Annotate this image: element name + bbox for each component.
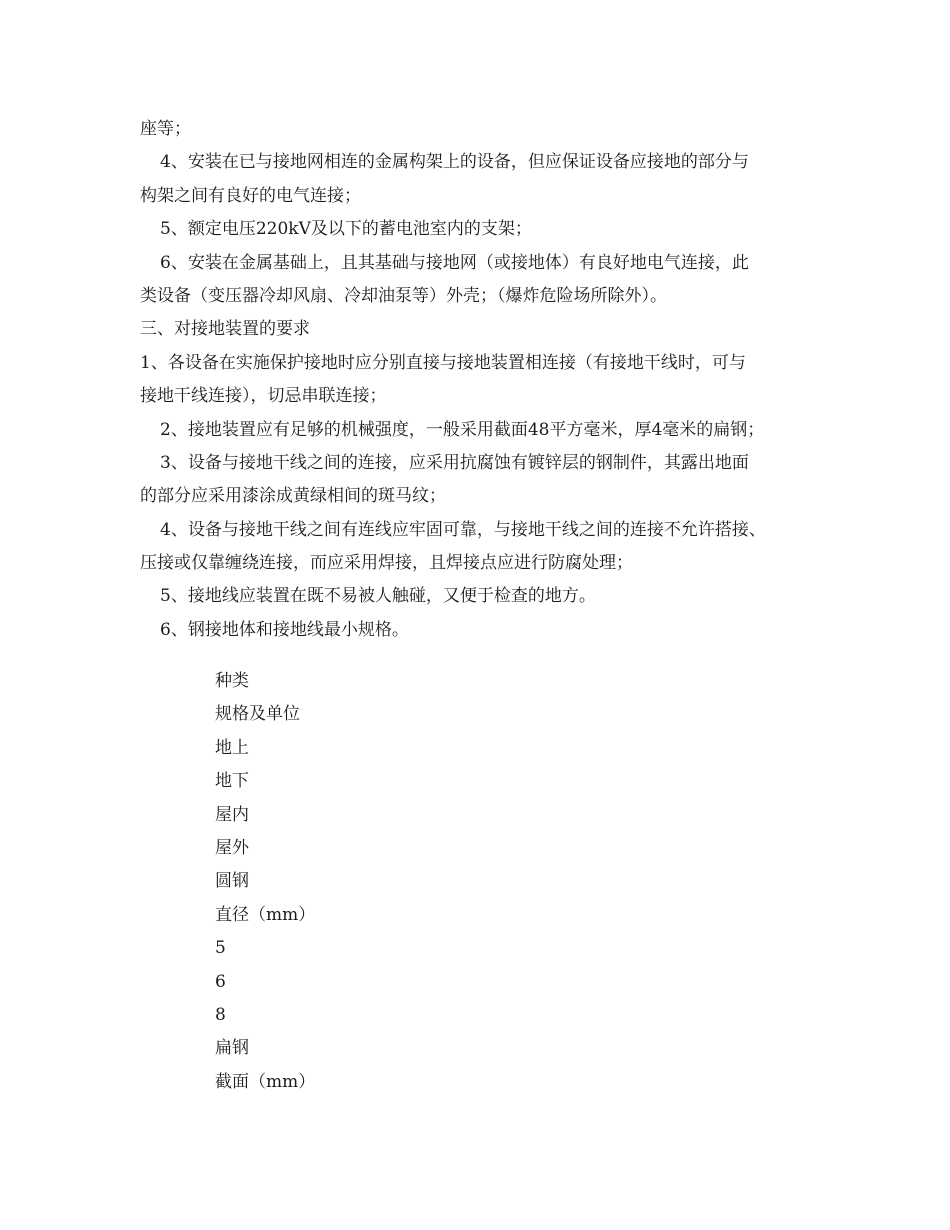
text-line: 的部分应采用漆涂成黄绿相间的斑马纹； <box>140 486 446 507</box>
table-cell: 截面（mm） <box>215 1071 316 1092</box>
table-cell: 8 <box>215 1004 226 1025</box>
text-line: 2、接地装置应有足够的机械强度，一般采用截面48平方毫米，厚4毫米的扁钢； <box>160 419 765 440</box>
text-line: 6、安装在金属基础上，且其基础与接地网（或接地体）有良好地电气连接，此 <box>160 252 749 273</box>
table-cell: 5 <box>215 938 226 959</box>
table-cell: 地上 <box>215 737 249 758</box>
spec-table-cells <box>215 665 315 1099</box>
table-cell: 6 <box>215 971 226 992</box>
body-text <box>140 113 820 647</box>
table-cell: 圆钢 <box>215 871 249 892</box>
text-line: 类设备（变压器冷却风扇、冷却油泵等）外壳；（爆炸危险场所除外）。 <box>140 285 667 306</box>
table-cell: 扁钢 <box>215 1038 249 1059</box>
text-line: 座等； <box>140 119 191 139</box>
table-cell: 屋内 <box>215 804 249 825</box>
text-line: 构架之间有良好的电气连接； <box>140 185 361 206</box>
text-line: 3、设备与接地干线之间的连接，应采用抗腐蚀有镀锌层的钢制件，其露出地面 <box>160 452 749 473</box>
text-line: 压接或仅靠缠绕连接，而应采用焊接，且焊接点应进行防腐处理； <box>140 553 633 574</box>
text-line: 4、安装在已与接地网相连的金属构架上的设备，但应保证设备应接地的部分与 <box>160 152 749 173</box>
text-line: 5、接地线应装置在既不易被人触碰，又便于检查的地方。 <box>160 586 596 607</box>
table-cell: 规格及单位 <box>215 704 300 725</box>
text-line: 6、钢接地体和接地线最小规格。 <box>160 619 409 640</box>
table-cell: 直径（mm） <box>215 904 316 925</box>
text-line: 接地干线连接），切忌串联连接； <box>140 386 387 407</box>
text-line: 5、额定电压220kV及以下的蓄电池室内的支架； <box>160 219 532 240</box>
text-line: 4、设备与接地干线之间有连线应牢固可靠，与接地干线之间的连接不允许搭接、 <box>160 519 766 540</box>
text-line: 1、各设备在实施保护接地时应分别直接与接地装置相连接（有接地干线时，可与 <box>140 352 746 373</box>
table-cell: 种类 <box>215 671 249 691</box>
table-cell: 屋外 <box>215 837 249 858</box>
table-cell: 地下 <box>215 771 249 792</box>
text-line: 三、对接地装置的要求 <box>140 319 310 340</box>
